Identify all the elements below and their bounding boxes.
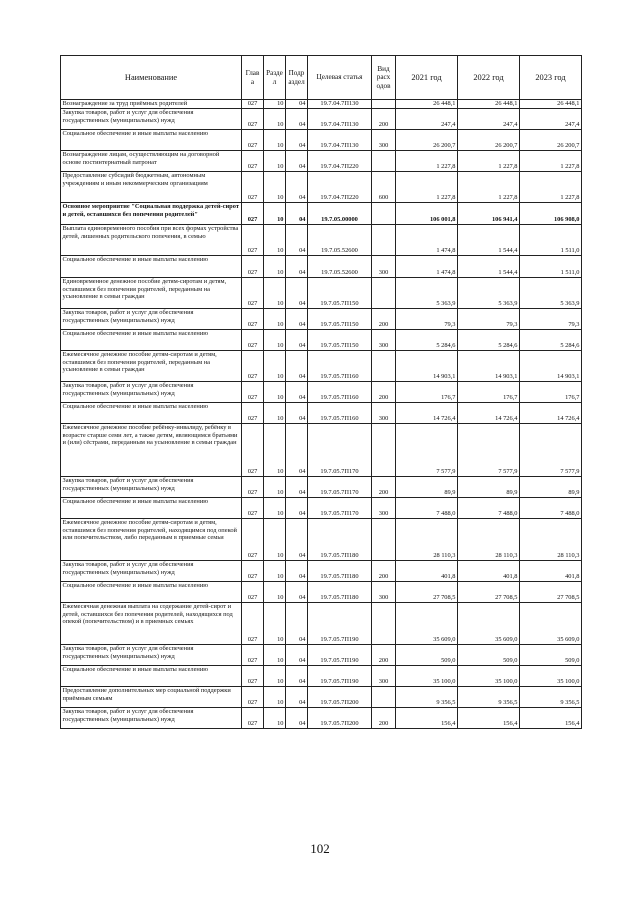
cell-razdel: 10	[264, 403, 286, 424]
budget-table	[60, 55, 582, 729]
cell-glav: 027	[242, 382, 264, 403]
cell-name: Закупка товаров, работ и услуг для обеспечения государственных (муниципальных) нужд	[61, 645, 242, 666]
cell-vid: 300	[372, 498, 396, 519]
cell-name: Закупка товаров, работ и услуг для обеспечения государственных (муниципальных) нужд	[61, 109, 242, 130]
cell-2022: 79,3	[458, 309, 520, 330]
cell-glav: 027	[242, 203, 264, 225]
cell-2022: 35 100,0	[458, 666, 520, 687]
cell-2023: 1 511,0	[520, 256, 582, 278]
cell-2022: 14 726,4	[458, 403, 520, 424]
cell-vid: 200	[372, 382, 396, 403]
cell-podrazdel: 04	[286, 645, 308, 666]
cell-2023: 26 448,1	[520, 100, 582, 109]
cell-name: Социальное обеспечение и иные выплаты населению	[61, 666, 242, 687]
cell-2021: 35 609,0	[396, 603, 458, 645]
cell-2021: 1 227,8	[396, 172, 458, 203]
cell-2021: 1 474,8	[396, 256, 458, 278]
table-row	[61, 351, 582, 382]
cell-podrazdel: 04	[286, 498, 308, 519]
cell-2022: 1 227,8	[458, 172, 520, 203]
cell-vid	[372, 203, 396, 225]
cell-glav: 027	[242, 278, 264, 309]
cell-glav: 027	[242, 225, 264, 256]
cell-2021: 401,8	[396, 561, 458, 582]
cell-2021: 5 284,6	[396, 330, 458, 351]
cell-razdel: 10	[264, 603, 286, 645]
cell-2023: 26 200,7	[520, 130, 582, 151]
cell-glav: 027	[242, 498, 264, 519]
cell-2021: 176,7	[396, 382, 458, 403]
header-podrazdel: Подр аздел	[286, 56, 308, 100]
cell-target: 19.7.04.7П130	[308, 130, 372, 151]
cell-razdel: 10	[264, 109, 286, 130]
cell-razdel: 10	[264, 330, 286, 351]
cell-glav: 027	[242, 109, 264, 130]
table-row	[61, 151, 582, 172]
cell-2022: 156,4	[458, 708, 520, 729]
cell-name: Единовременное денежное пособие детям-сиротам и детям, оставшимся без попечения родителей, переданным на усыновление в семьи граждан	[61, 278, 242, 309]
cell-glav: 027	[242, 130, 264, 151]
cell-podrazdel: 04	[286, 351, 308, 382]
cell-2023: 1 227,8	[520, 172, 582, 203]
cell-2023: 509,0	[520, 645, 582, 666]
cell-target: 19.7.05.7П150	[308, 278, 372, 309]
cell-razdel: 10	[264, 130, 286, 151]
cell-podrazdel: 04	[286, 403, 308, 424]
cell-podrazdel: 04	[286, 203, 308, 225]
cell-vid: 600	[372, 172, 396, 203]
cell-name: Социальное обеспечение и иные выплаты населению	[61, 130, 242, 151]
cell-2022: 7 488,0	[458, 498, 520, 519]
cell-podrazdel: 04	[286, 687, 308, 708]
cell-target: 19.7.04.7П130	[308, 109, 372, 130]
header-2021: 2021 год	[396, 56, 458, 100]
cell-glav: 027	[242, 172, 264, 203]
cell-vid: 200	[372, 477, 396, 498]
cell-razdel: 10	[264, 203, 286, 225]
cell-podrazdel: 04	[286, 225, 308, 256]
cell-2023: 1 511,0	[520, 225, 582, 256]
table-row	[61, 309, 582, 330]
cell-glav: 027	[242, 519, 264, 561]
cell-glav: 027	[242, 309, 264, 330]
cell-glav: 027	[242, 687, 264, 708]
cell-target: 19.7.05.7П200	[308, 687, 372, 708]
cell-2021: 5 363,9	[396, 278, 458, 309]
cell-name: Выплата единовременного пособия при всех формах устройства детей, лишенных родительского попечения, в семью	[61, 225, 242, 256]
table-row	[61, 708, 582, 729]
cell-2022: 7 577,9	[458, 424, 520, 477]
cell-target: 19.7.05.7П180	[308, 561, 372, 582]
header-vid: Вид расх одов	[372, 56, 396, 100]
table-row	[61, 603, 582, 645]
cell-target: 19.7.05.7П200	[308, 708, 372, 729]
cell-razdel: 10	[264, 278, 286, 309]
cell-glav: 027	[242, 403, 264, 424]
table-row	[61, 256, 582, 278]
header-name: Наименование	[61, 56, 242, 100]
cell-podrazdel: 04	[286, 172, 308, 203]
cell-name: Ежемесячная денежная выплата на содержание детей-сирот и детей, оставшихся без попечения родителей, находящихся под опекой (попечительством) и в приемных семьях	[61, 603, 242, 645]
table-row	[61, 203, 582, 225]
cell-name: Вознаграждение лицам, осуществляющим на договорной основе постинтернатный патронат	[61, 151, 242, 172]
cell-target: 19.7.05.7П190	[308, 645, 372, 666]
cell-target: 19.7.05.7П170	[308, 498, 372, 519]
cell-razdel: 10	[264, 687, 286, 708]
cell-2022: 106 941,4	[458, 203, 520, 225]
cell-target: 19.7.04.7П220	[308, 172, 372, 203]
cell-2023: 9 356,5	[520, 687, 582, 708]
cell-2021: 156,4	[396, 708, 458, 729]
table-row	[61, 100, 582, 109]
cell-name: Закупка товаров, работ и услуг для обеспечения государственных (муниципальных) нужд	[61, 382, 242, 403]
cell-podrazdel: 04	[286, 309, 308, 330]
cell-name: Социальное обеспечение и иные выплаты населению	[61, 498, 242, 519]
cell-2022: 26 200,7	[458, 130, 520, 151]
cell-glav: 027	[242, 603, 264, 645]
cell-name: Социальное обеспечение и иные выплаты населению	[61, 403, 242, 424]
cell-2023: 7 577,9	[520, 424, 582, 477]
cell-razdel: 10	[264, 424, 286, 477]
cell-razdel: 10	[264, 561, 286, 582]
cell-vid	[372, 603, 396, 645]
cell-2021: 7 577,9	[396, 424, 458, 477]
cell-vid: 200	[372, 561, 396, 582]
cell-target: 19.7.05.7П160	[308, 351, 372, 382]
cell-glav: 027	[242, 645, 264, 666]
cell-glav: 027	[242, 330, 264, 351]
cell-podrazdel: 04	[286, 666, 308, 687]
cell-2023: 247,4	[520, 109, 582, 130]
cell-2021: 35 100,0	[396, 666, 458, 687]
table-row	[61, 687, 582, 708]
cell-glav: 027	[242, 708, 264, 729]
cell-podrazdel: 04	[286, 708, 308, 729]
cell-razdel: 10	[264, 645, 286, 666]
cell-2023: 79,3	[520, 309, 582, 330]
cell-2023: 106 908,0	[520, 203, 582, 225]
cell-2022: 28 110,3	[458, 519, 520, 561]
table-row	[61, 278, 582, 309]
cell-2023: 14 903,1	[520, 351, 582, 382]
table-header-row	[61, 56, 582, 100]
cell-2022: 26 448,1	[458, 100, 520, 109]
cell-vid: 300	[372, 582, 396, 603]
cell-2023: 176,7	[520, 382, 582, 403]
cell-vid: 200	[372, 708, 396, 729]
cell-name: Основное мероприятие "Социальная поддержка детей-сирот и детей, оставшихся без попечения родителей"	[61, 203, 242, 225]
cell-2021: 509,0	[396, 645, 458, 666]
cell-name: Ежемесячное денежное пособие детям-сиротам и детям, оставшимся без попечения родителей, переданным на усыновление в семьи граждан	[61, 351, 242, 382]
cell-vid	[372, 100, 396, 109]
cell-2022: 509,0	[458, 645, 520, 666]
cell-target: 19.7.05.7П170	[308, 477, 372, 498]
cell-name: Вознаграждение за труд приёмных родителей	[61, 100, 242, 109]
header-2023: 2023 год	[520, 56, 582, 100]
cell-razdel: 10	[264, 582, 286, 603]
cell-target: 19.7.05.7П150	[308, 330, 372, 351]
cell-2022: 5 363,9	[458, 278, 520, 309]
cell-razdel: 10	[264, 256, 286, 278]
cell-razdel: 10	[264, 172, 286, 203]
table-row	[61, 109, 582, 130]
table-row	[61, 582, 582, 603]
table-body	[61, 100, 582, 729]
cell-podrazdel: 04	[286, 109, 308, 130]
cell-podrazdel: 04	[286, 256, 308, 278]
cell-vid: 300	[372, 666, 396, 687]
table-row	[61, 172, 582, 203]
cell-podrazdel: 04	[286, 477, 308, 498]
cell-glav: 027	[242, 151, 264, 172]
cell-razdel: 10	[264, 382, 286, 403]
cell-2022: 27 708,5	[458, 582, 520, 603]
cell-podrazdel: 04	[286, 519, 308, 561]
cell-target: 19.7.04.7П220	[308, 151, 372, 172]
header-glav: Глав а	[242, 56, 264, 100]
cell-vid	[372, 225, 396, 256]
cell-name: Социальное обеспечение и иные выплаты населению	[61, 256, 242, 278]
cell-target: 19.7.05.7П180	[308, 519, 372, 561]
cell-2023: 7 488,0	[520, 498, 582, 519]
cell-2021: 79,3	[396, 309, 458, 330]
cell-2022: 247,4	[458, 109, 520, 130]
cell-vid	[372, 687, 396, 708]
cell-glav: 027	[242, 424, 264, 477]
cell-vid: 300	[372, 403, 396, 424]
cell-vid	[372, 351, 396, 382]
cell-2022: 14 903,1	[458, 351, 520, 382]
cell-podrazdel: 04	[286, 330, 308, 351]
cell-2022: 1 544,4	[458, 256, 520, 278]
cell-2023: 401,8	[520, 561, 582, 582]
cell-2022: 401,8	[458, 561, 520, 582]
cell-2021: 1 474,8	[396, 225, 458, 256]
cell-razdel: 10	[264, 100, 286, 109]
cell-2023: 156,4	[520, 708, 582, 729]
cell-vid	[372, 278, 396, 309]
cell-glav: 027	[242, 666, 264, 687]
cell-razdel: 10	[264, 477, 286, 498]
cell-razdel: 10	[264, 498, 286, 519]
cell-glav: 027	[242, 477, 264, 498]
cell-razdel: 10	[264, 151, 286, 172]
table-row	[61, 498, 582, 519]
cell-2021: 9 356,5	[396, 687, 458, 708]
cell-name: Предоставление дополнительных мер социальной поддержки приёмным семьям	[61, 687, 242, 708]
cell-2021: 1 227,8	[396, 151, 458, 172]
cell-2023: 27 708,5	[520, 582, 582, 603]
cell-vid: 300	[372, 256, 396, 278]
cell-2021: 106 001,8	[396, 203, 458, 225]
cell-2023: 89,9	[520, 477, 582, 498]
cell-razdel: 10	[264, 666, 286, 687]
cell-2023: 35 100,0	[520, 666, 582, 687]
cell-2021: 14 903,1	[396, 351, 458, 382]
cell-razdel: 10	[264, 351, 286, 382]
header-target: Целевая статья	[308, 56, 372, 100]
page-number: 102	[310, 841, 330, 856]
cell-name: Закупка товаров, работ и услуг для обеспечения государственных (муниципальных) нужд	[61, 708, 242, 729]
cell-2022: 176,7	[458, 382, 520, 403]
cell-glav: 027	[242, 582, 264, 603]
cell-podrazdel: 04	[286, 561, 308, 582]
cell-target: 19.7.05.7П180	[308, 582, 372, 603]
cell-podrazdel: 04	[286, 424, 308, 477]
cell-target: 19.7.05.7П190	[308, 666, 372, 687]
cell-name: Закупка товаров, работ и услуг для обеспечения государственных (муниципальных) нужд	[61, 477, 242, 498]
cell-target: 19.7.05.7П150	[308, 309, 372, 330]
cell-2021: 27 708,5	[396, 582, 458, 603]
table-row	[61, 645, 582, 666]
cell-2021: 26 200,7	[396, 130, 458, 151]
cell-razdel: 10	[264, 519, 286, 561]
cell-podrazdel: 04	[286, 603, 308, 645]
cell-2022: 1 227,8	[458, 151, 520, 172]
cell-2021: 247,4	[396, 109, 458, 130]
cell-name: Ежемесячное денежное пособие ребёнку-инвалиду, ребёнку в возрасте старше семи лет, а также детям, являющимся братьями и (или) сёстрами, переданным на усыновление в семьи граждан	[61, 424, 242, 477]
cell-2021: 89,9	[396, 477, 458, 498]
cell-target: 19.7.05.7П160	[308, 382, 372, 403]
cell-target: 19.7.05.7П190	[308, 603, 372, 645]
cell-vid	[372, 151, 396, 172]
table-row	[61, 330, 582, 351]
cell-2022: 35 609,0	[458, 603, 520, 645]
cell-name: Предоставление субсидий бюджетным, автономным учреждениям и иным некоммерческим организациям	[61, 172, 242, 203]
cell-vid: 200	[372, 309, 396, 330]
cell-target: 19.7.05.52600	[308, 225, 372, 256]
cell-target: 19.7.05.7П170	[308, 424, 372, 477]
table-row	[61, 519, 582, 561]
cell-2022: 5 284,6	[458, 330, 520, 351]
cell-2023: 1 227,8	[520, 151, 582, 172]
cell-podrazdel: 04	[286, 130, 308, 151]
cell-2022: 89,9	[458, 477, 520, 498]
table-row	[61, 225, 582, 256]
cell-podrazdel: 04	[286, 382, 308, 403]
table-row	[61, 477, 582, 498]
table-row	[61, 666, 582, 687]
cell-podrazdel: 04	[286, 100, 308, 109]
cell-2021: 7 488,0	[396, 498, 458, 519]
table-row	[61, 424, 582, 477]
cell-2023: 5 363,9	[520, 278, 582, 309]
table-row	[61, 561, 582, 582]
table-row	[61, 130, 582, 151]
cell-podrazdel: 04	[286, 278, 308, 309]
cell-2023: 14 726,4	[520, 403, 582, 424]
cell-target: 19.7.05.00000	[308, 203, 372, 225]
cell-name: Ежемесячное денежное пособие детям-сиротам и детям, оставшимся без попечения родителей, находящимся под опекой или попечительством, либо переданным в приемные семьи	[61, 519, 242, 561]
cell-name: Закупка товаров, работ и услуг для обеспечения государственных (муниципальных) нужд	[61, 309, 242, 330]
table-row	[61, 382, 582, 403]
cell-razdel: 10	[264, 309, 286, 330]
cell-2021: 28 110,3	[396, 519, 458, 561]
cell-2023: 35 609,0	[520, 603, 582, 645]
cell-glav: 027	[242, 256, 264, 278]
cell-vid	[372, 519, 396, 561]
cell-target: 19.7.05.52600	[308, 256, 372, 278]
cell-2022: 1 544,4	[458, 225, 520, 256]
cell-2023: 28 110,3	[520, 519, 582, 561]
cell-name: Закупка товаров, работ и услуг для обеспечения государственных (муниципальных) нужд	[61, 561, 242, 582]
header-2022: 2022 год	[458, 56, 520, 100]
cell-vid: 200	[372, 645, 396, 666]
cell-target: 19.7.05.7П160	[308, 403, 372, 424]
cell-vid: 300	[372, 130, 396, 151]
cell-podrazdel: 04	[286, 582, 308, 603]
cell-glav: 027	[242, 351, 264, 382]
cell-2021: 14 726,4	[396, 403, 458, 424]
cell-vid: 300	[372, 330, 396, 351]
cell-target: 19.7.04.7П130	[308, 100, 372, 109]
cell-name: Социальное обеспечение и иные выплаты населению	[61, 330, 242, 351]
cell-razdel: 10	[264, 225, 286, 256]
cell-2021: 26 448,1	[396, 100, 458, 109]
cell-2023: 5 284,6	[520, 330, 582, 351]
header-razdel: Разде л	[264, 56, 286, 100]
cell-vid: 200	[372, 109, 396, 130]
cell-glav: 027	[242, 561, 264, 582]
table-row	[61, 403, 582, 424]
cell-glav: 027	[242, 100, 264, 109]
cell-vid	[372, 424, 396, 477]
cell-name: Социальное обеспечение и иные выплаты населению	[61, 582, 242, 603]
cell-razdel: 10	[264, 708, 286, 729]
cell-2022: 9 356,5	[458, 687, 520, 708]
cell-podrazdel: 04	[286, 151, 308, 172]
